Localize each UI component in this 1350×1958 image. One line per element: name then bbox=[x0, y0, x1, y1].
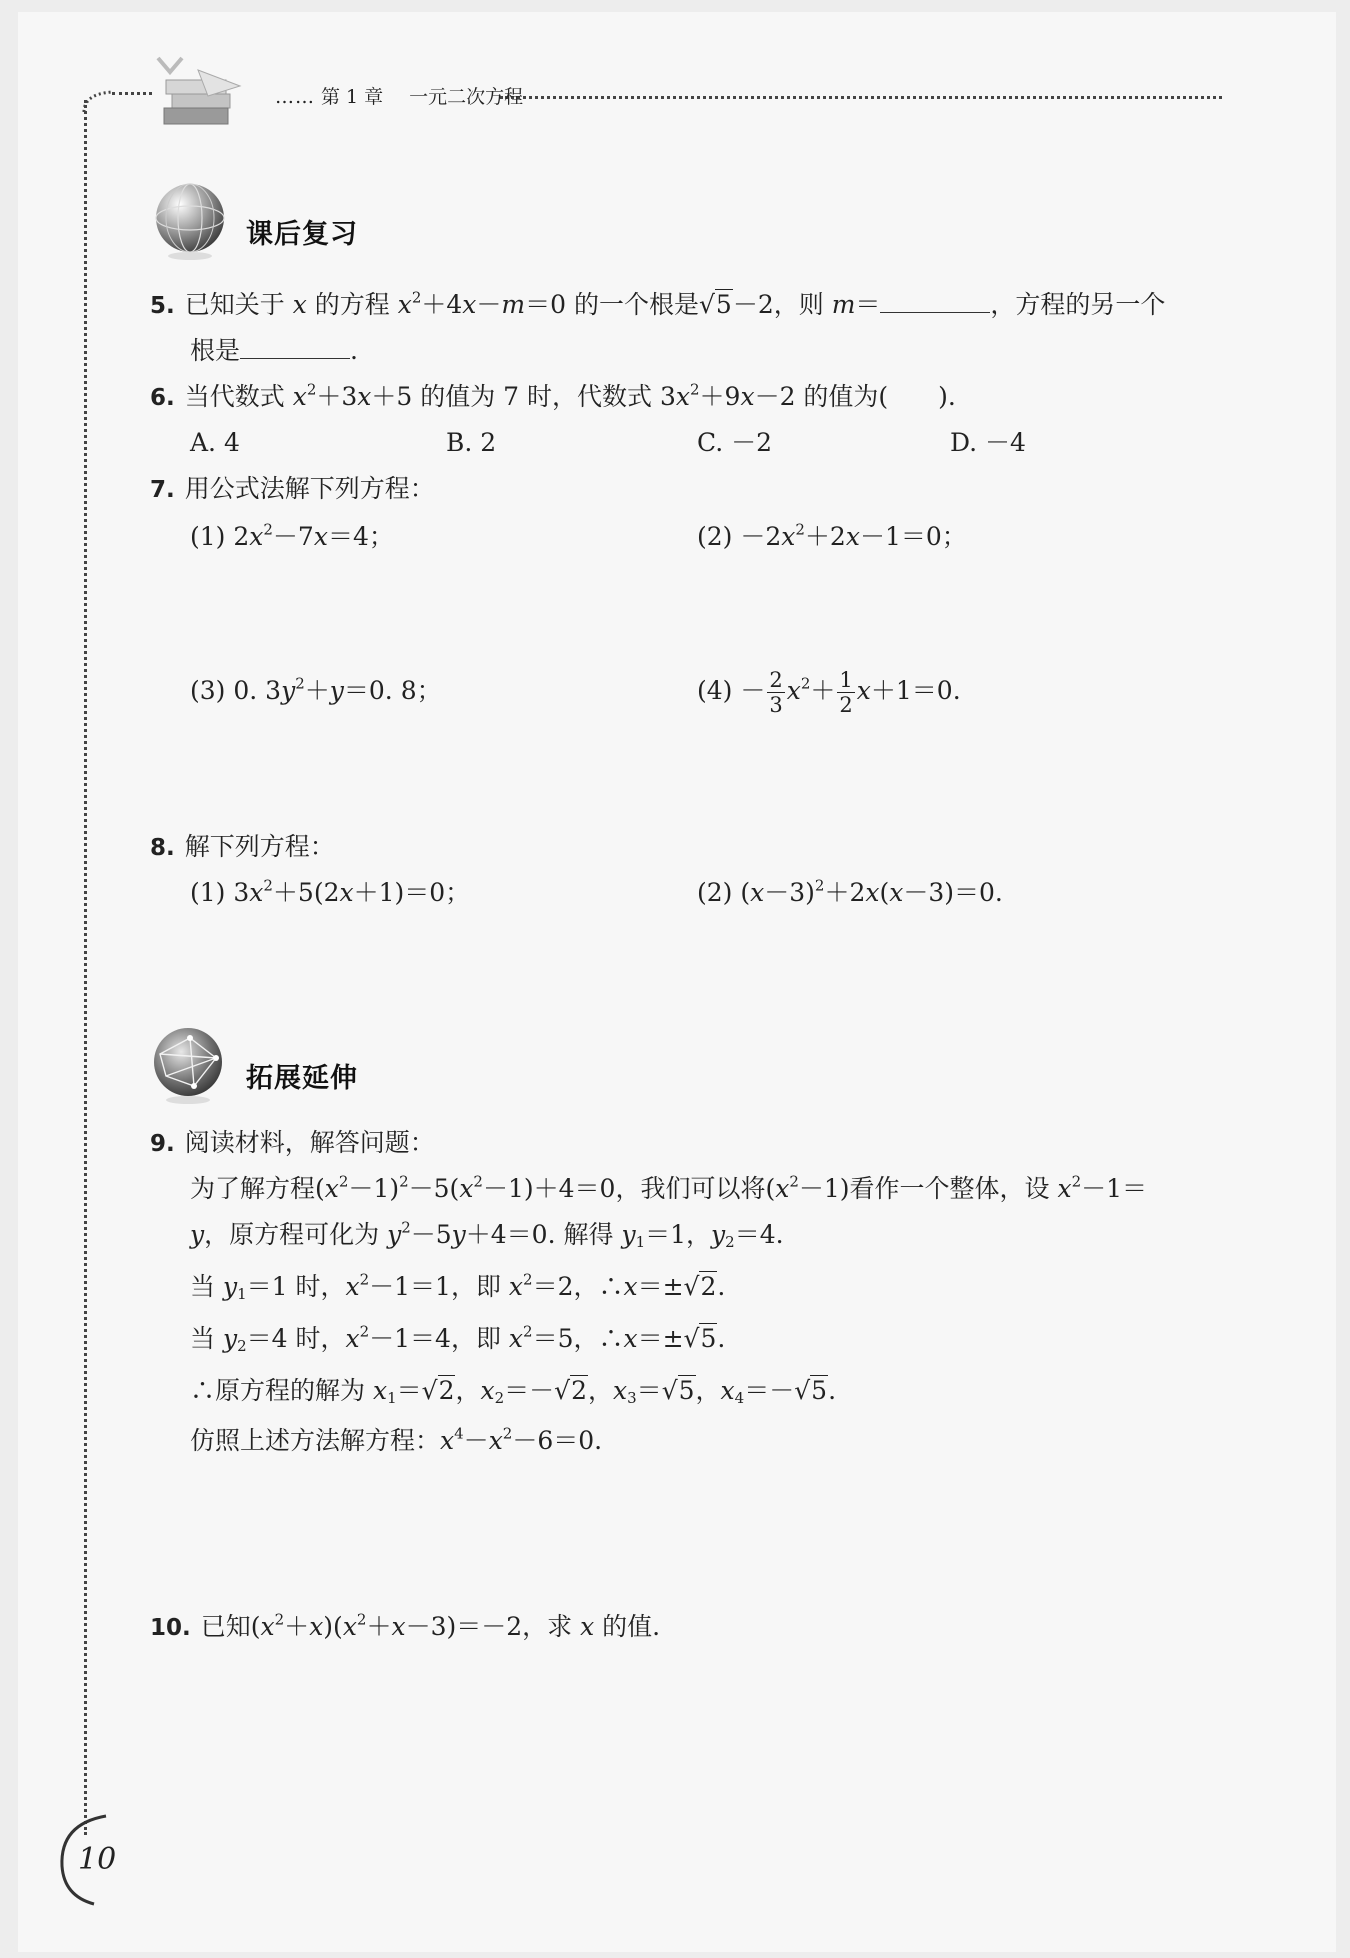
question-7-part-4: (4) － $\frac{2}{3}$ $x^2+$ $\frac{1}{2}$ x＋1＝0. bbox=[697, 668, 961, 717]
question-7-part-1: (1) $2x^2-7x=4$； bbox=[190, 520, 394, 551]
chapter-title: 一元二次方程 bbox=[409, 86, 524, 108]
answer-blank-other-root[interactable] bbox=[240, 336, 350, 359]
option-a[interactable]: A. 4 bbox=[190, 428, 240, 457]
question-9-line-1: 为了解方程$(x^2-1)^2-5(x^2-1)+4=0$，我们可以将$(x^2-1)$看作一个整体，设 $x^2-1=$ bbox=[190, 1172, 1148, 1203]
option-d[interactable]: D. －4 bbox=[950, 428, 1026, 457]
page-number: 10 bbox=[78, 1842, 117, 1877]
question-9-line-5: ∴原方程的解为 $x_1=√2$，$x_2=-√2$，$x_3=√5$，$x_4=-√5$. bbox=[190, 1376, 837, 1407]
header-lead-dots: …… bbox=[275, 86, 315, 108]
question-number: 5. bbox=[150, 293, 175, 319]
running-header bbox=[275, 82, 523, 109]
question-9-line-4: 当 $y_2=4$ 时，$x^2-1=4$，即 $x^2=5$，∴x＝±√5. bbox=[190, 1316, 725, 1362]
question-number: 10. bbox=[150, 1615, 191, 1641]
globe-sphere-icon bbox=[152, 180, 230, 262]
question-9: 9. 阅读材料，解答问题： bbox=[150, 1128, 435, 1157]
header-dotted-line-right bbox=[500, 96, 1222, 99]
network-sphere-icon bbox=[150, 1024, 228, 1106]
question-7-part-3: (3) 0. $3y^2+y=0$. 8； bbox=[190, 674, 442, 705]
section-title-extension: 拓展延伸 bbox=[246, 1063, 358, 1094]
section-title-review: 课后复习 bbox=[246, 219, 358, 250]
question-number: 8. bbox=[150, 835, 175, 861]
question-10: 10. 已知$(x^2+x)(x^2+x-3)=-2$，求 x 的值. bbox=[150, 1610, 661, 1641]
square-root: √2 bbox=[683, 1272, 717, 1301]
question-7: 7. 用公式法解下列方程： bbox=[150, 474, 435, 503]
header-corner-curve bbox=[82, 90, 116, 114]
question-8-part-1: (1) $3x^2+5(2x+1)=0$； bbox=[190, 876, 471, 907]
question-number: 7. bbox=[150, 477, 175, 503]
fraction: $\frac{2}{3}$ bbox=[769, 668, 783, 717]
fraction: $\frac{1}{2}$ bbox=[839, 668, 853, 717]
square-root: √5 bbox=[698, 290, 732, 319]
answer-blank-m[interactable] bbox=[880, 290, 990, 313]
question-number: 6. bbox=[150, 385, 175, 411]
header-dotted-line-left bbox=[112, 92, 152, 95]
square-root: √5 bbox=[683, 1324, 717, 1353]
question-8-part-2: (2) $(x-3)^2+2x(x-3)=0$. bbox=[697, 876, 1003, 907]
question-7-part-2: $(2) -2x^2+2x-1=0$； bbox=[697, 520, 967, 551]
margin-dotted-line bbox=[84, 100, 87, 1835]
question-number: 9. bbox=[150, 1131, 175, 1157]
question-5: 5. 已知关于 x 的方程 $x^2+4x-m=0$ 的一个根是√5－2，则 m＝ ，方程的另一个 bbox=[150, 282, 1165, 329]
chapter-label: 第 1 章 bbox=[321, 86, 384, 108]
question-9-line-6: 仿照上述方法解方程：$x^4-x^2-6=0$. bbox=[190, 1424, 603, 1455]
question-6: 6. 当代数式 $x^2+3x+5$ 的值为 7 时，代数式 $3x^2+9x-2$ 的值为( ). bbox=[150, 380, 956, 411]
question-9-line-2: y，原方程可化为 $y^2-5y+4=0$. 解得 $y_1=1$，$y_2=4$. bbox=[190, 1218, 784, 1251]
question-9-line-3: 当 $y_1=1$ 时，$x^2-1=1$，即 $x^2=2$，∴x＝±√2. bbox=[190, 1264, 725, 1310]
book-stack-icon bbox=[148, 50, 248, 140]
option-b[interactable]: B. 2 bbox=[446, 428, 497, 457]
question-5-line2: 根是 . bbox=[190, 336, 358, 365]
option-c[interactable]: C. －2 bbox=[697, 428, 773, 457]
question-8: 8. 解下列方程： bbox=[150, 832, 335, 861]
